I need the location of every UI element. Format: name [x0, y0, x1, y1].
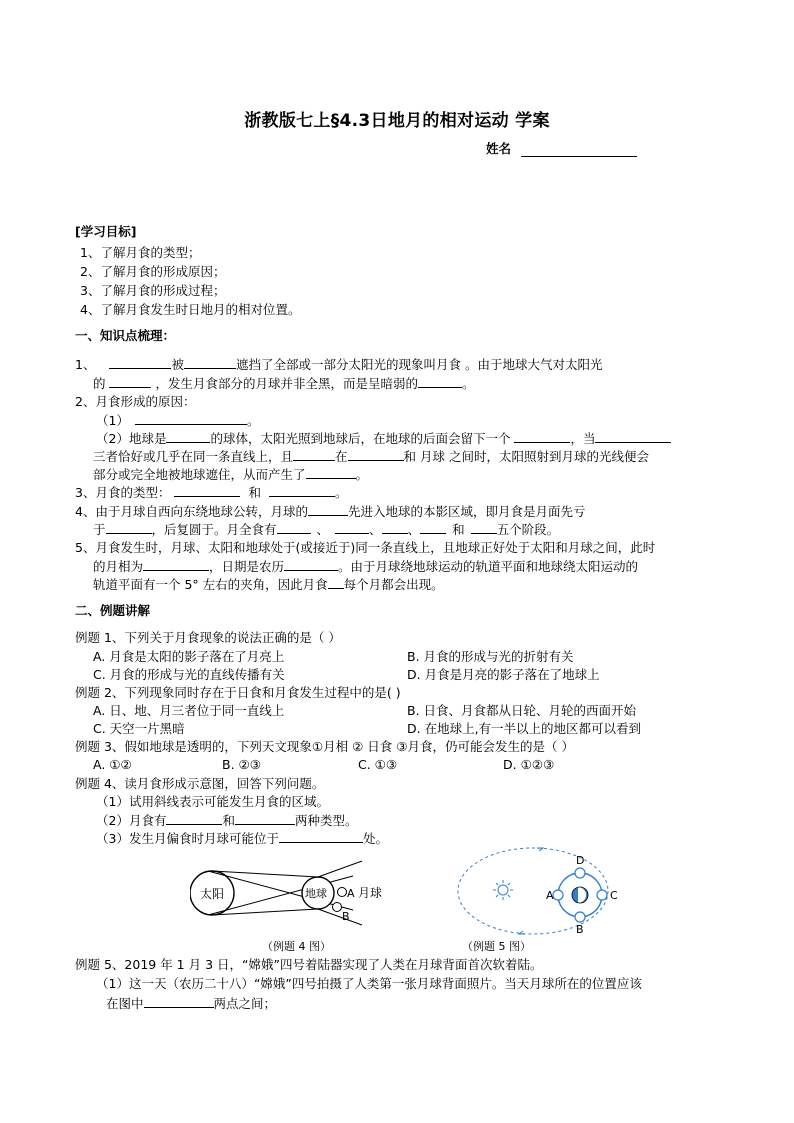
ex3-option-d[interactable]: D. ①②③ [503, 757, 555, 772]
moon-label: 月球 [358, 886, 383, 900]
q5-line3: 轨道平面有一个 5° 左右的夹角，因此月食 每个月都会出现。 [93, 577, 444, 592]
ex5-sub1-line2: 在图中 两点之间； [106, 996, 277, 1011]
ex1-option-c[interactable]: C. 月食的形成与光的直线传播有关 [93, 667, 285, 682]
sun-label: 太阳 [199, 887, 225, 901]
ex3-option-a[interactable]: A. ①② [93, 757, 132, 772]
q1-line2: 的 ，发生月食部分的月球并非全黑，而是呈暗弱的 。 [93, 376, 475, 391]
ex1-question: 例题 1、下列关于月食现象的说法正确的是（ ） [75, 630, 341, 645]
q2-item3: 三者恰好或几乎在同一条直线上，且 在 和 月球 之间时，太阳照射到月球的光线便会 [93, 449, 649, 464]
goal-item: 3、了解月食的形成过程； [80, 283, 226, 298]
point-b-label: B [576, 923, 584, 936]
name-blank[interactable] [521, 142, 637, 157]
q5-line2: 的月相为 ，日期是农历 。由于月球绕地球运动的轨道平面和地球绕太阳运动的 [93, 559, 639, 574]
point-b-label: B [342, 910, 350, 923]
q4-line2: 于 ，后复圆于。月全食有 、 、 、 和 五个阶段。 [93, 522, 560, 537]
ex2-option-b[interactable]: B. 日食、月食都从日轮、月轮的西面开始 [407, 703, 637, 718]
ex1-option-a[interactable]: A. 月食是太阳的影子落在了月亮上 [93, 649, 285, 664]
q2-item1: （1） 。 [96, 413, 260, 428]
point-a-label: A [546, 889, 554, 902]
goals-heading: [学习目标] [75, 224, 137, 239]
ex4-question: 例题 4、读月食形成示意图，回答下列问题。 [75, 776, 325, 791]
orbit-arrow-bottom [519, 931, 525, 934]
section1-heading: 一、知识点梳理： [75, 328, 176, 343]
moon-position-a [553, 890, 563, 900]
page-title: 浙教版七上§4.3日地月的相对运动 学案 [244, 111, 550, 131]
ex3-option-b[interactable]: B. ②③ [222, 757, 261, 772]
q4-line1: 4、由于月球自西向东绕地球公转，月球的 先进入地球的本影区域，即月食是月面先亏 [75, 504, 586, 519]
ex1-option-d[interactable]: D. 月食是月亮的影子落在了地球上 [407, 667, 600, 682]
ex2-option-a[interactable]: A. 日、地、月三者位于同一直线上 [93, 703, 285, 718]
goal-item: 2、了解月食的形成原因； [80, 264, 226, 279]
ex5-question: 例题 5、2019 年 1 月 3 日，“嫦娥”四号着陆器实现了人类在月球背面首次软着陆。 [75, 957, 543, 972]
orbit-diagram [455, 843, 630, 938]
goal-item: 4、了解月食发生时日地月的相对位置。 [80, 302, 301, 317]
ex2-question: 例题 2、下列现象同时存在于日食和月食发生过程中的是( ) [75, 685, 401, 700]
fig5-caption: （例题 5 图） [462, 940, 531, 953]
ex4-sub2: （2）月食有 和 两种类型。 [96, 813, 358, 828]
ex4-sub3: （3）发生月偏食时月球可能位于 处。 [96, 831, 388, 846]
goal-item: 1、了解月食的类型； [80, 245, 201, 260]
q3-line: 3、月食的类型： 和 。 [75, 485, 348, 500]
q2-item2: （2）地球是 的球体，太阳光照到地球后，在地球的后面会留下一个 ，当 [96, 430, 671, 447]
moon-position-c [597, 890, 607, 900]
point-c-label: C [610, 889, 618, 902]
name-field [486, 139, 637, 157]
sun-icon [493, 880, 513, 900]
ex2-option-d[interactable]: D. 在地球上,有一半以上的地区都可以看到 [407, 721, 642, 736]
moon-position-a [338, 888, 347, 897]
q5-line1: 5、月食发生时，月球、太阳和地球处于(或接近于)同一条直线上，且地球正好处于太阳和月球之间，此时 [75, 540, 656, 555]
q2-heading: 2、月食形成的原因： [75, 394, 196, 409]
ex5-sub1-line1: （1）这一天（农历二十八）“嫦娥”四号拍摄了人类第一张月球背面照片。当天月球所在的位置应该 [96, 976, 642, 991]
orbit-arrow-top [537, 848, 543, 851]
moon-position-d [575, 868, 585, 878]
earth-label: 地球 [305, 887, 327, 900]
name-label: 姓名 [486, 141, 512, 156]
ex2-option-c[interactable]: C. 天空一片黑暗 [93, 721, 185, 736]
eclipse-diagram [190, 853, 390, 937]
moon-position-b [575, 912, 585, 922]
q1-line1: 1、 被 遮挡了全部或一部分太阳光的现象叫月食 。由于地球大气对太阳光 [75, 357, 603, 372]
section2-heading: 二、例题讲解 [75, 603, 151, 618]
point-a-label: A [347, 887, 355, 900]
fig4-caption: （例题 4 图） [262, 940, 331, 953]
ex4-sub1: （1）试用斜线表示可能发生月食的区域。 [96, 794, 329, 809]
ex3-question: 例题 3、假如地球是透明的，下列天文现象①月相 ② 日食 ③月食，仍可能会发生的是（ ） [75, 739, 574, 754]
ex3-option-c[interactable]: C. ①③ [358, 757, 398, 772]
moon-position-b [333, 903, 342, 912]
point-d-label: D [576, 854, 585, 867]
q2-item4: 部分或完全地被地球遮住，从而产生了 。 [93, 467, 369, 482]
ex1-option-b[interactable]: B. 月食的形成与光的折射有关 [407, 649, 574, 664]
